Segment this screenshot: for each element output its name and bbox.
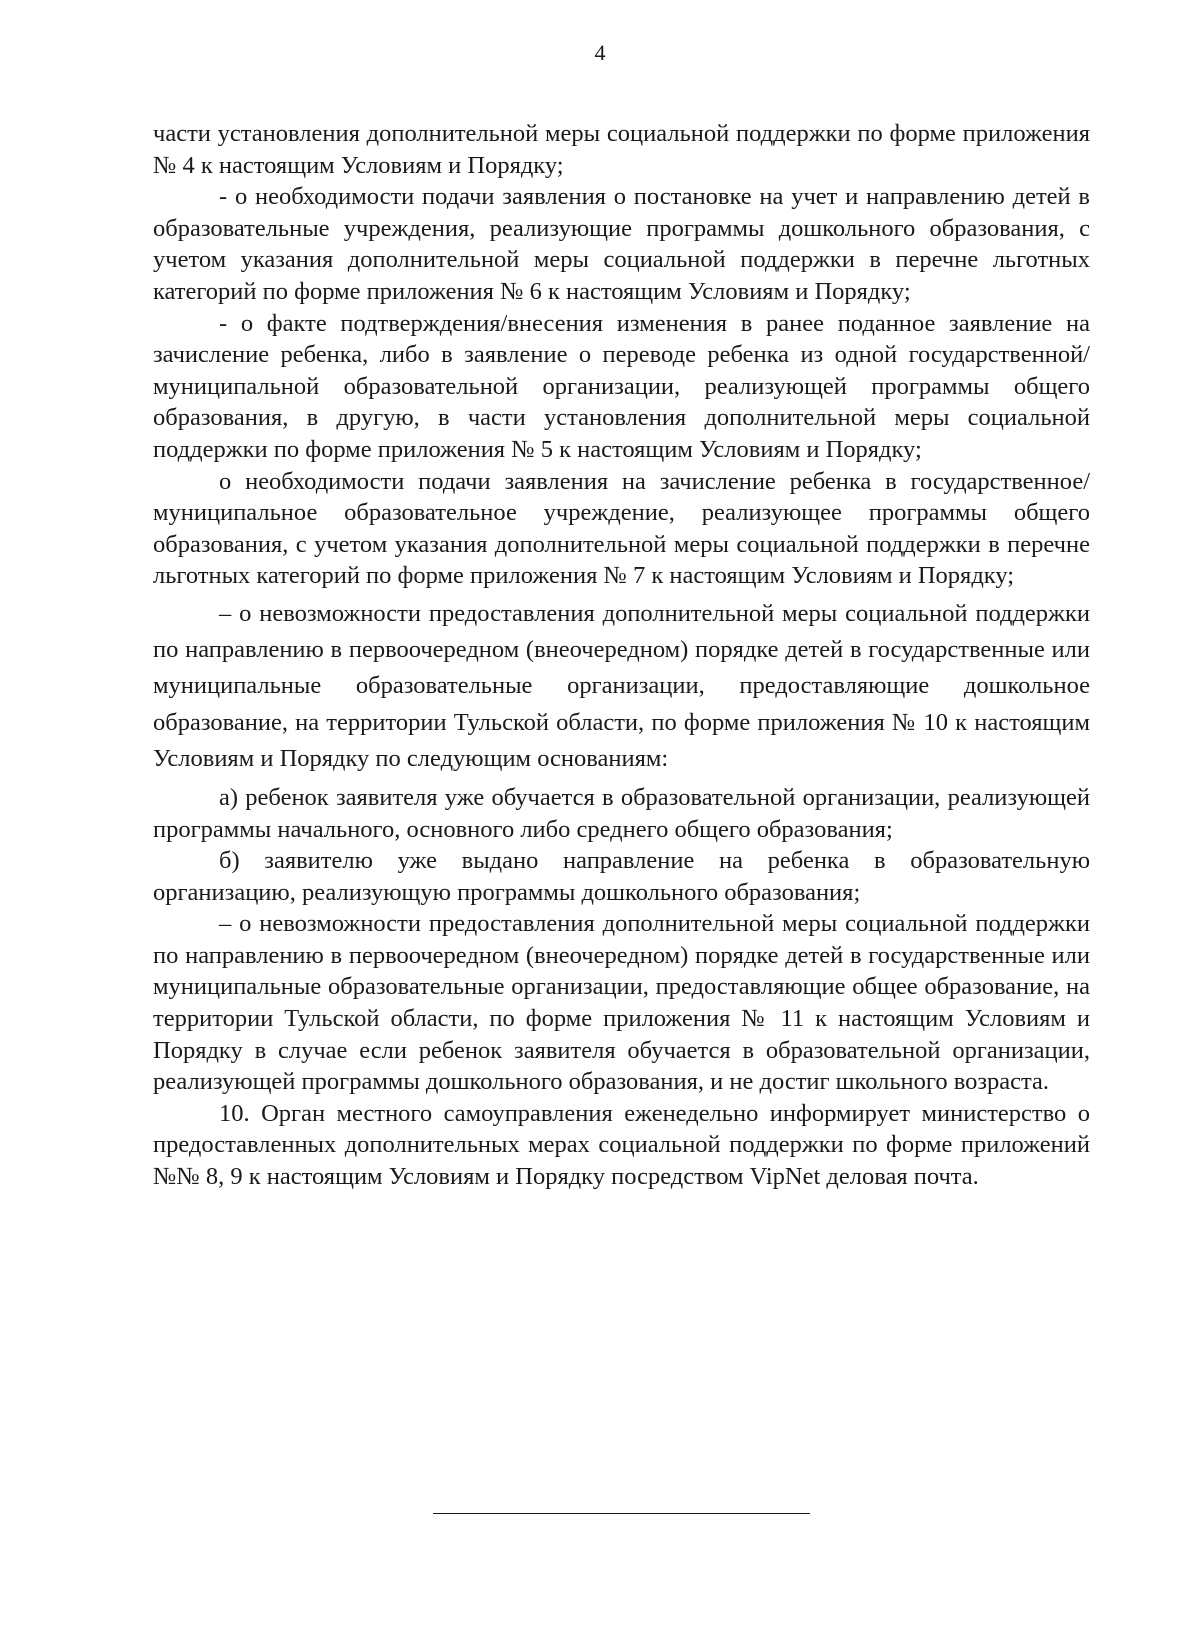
paragraph-continuation: части установления дополнительной меры социальной поддержки по форме приложения № 4 к настоящим Условиям и Порядку; <box>153 120 1090 179</box>
paragraph-preschool-registration-notice: - о необходимости подачи заявления о постановке на учет и направлению детей в образовательные учреждения, реализующие программы дошкольного образования, с учетом указания дополнительной меры социальной поддержки в перечне льготных категорий по форме приложения № 6 к настоящим Условиям и Порядку; <box>153 183 1090 305</box>
paragraph-school-enrollment-notice: о необходимости подачи заявления на зачисление ребенка в государственное/муниципальное образовательное учреждение, реализующее программы общего образования, с учетом указания дополнительной меры социальной поддержки в перечне льготных категорий по форме приложения № 7 к настоящим Условиям и Порядку; <box>153 467 1090 590</box>
paragraph-preschool-impossibility-notice: – о невозможности предоставления дополнительной меры социальной поддержки по направлению в первоочередном (внеочередном) порядке детей в государственные или муниципальные образовательные организации, предоставляющие дошкольное образование, на территории Тульской области, по форме приложения № 10 к настоящим Условиям и Порядку по следующим основаниям: <box>153 599 1090 772</box>
document-body <box>153 118 1090 1193</box>
paragraph-confirmation-notice: - о факте подтверждения/внесения изменения в ранее поданное заявление на зачисление ребенка, либо в заявление о переводе ребенка из одной государственной/муниципальной образовательной организации, реализующей программы общего образования, в другую, в части установления дополнительной меры социальной поддержки по форме приложения № 5 к настоящим Условиям и Порядку; <box>153 309 1090 463</box>
paragraph-general-impossibility-notice: – о невозможности предоставления дополнительной меры социальной поддержки по направлению в первоочередном (внеочередном) порядке детей в государственные или муниципальные образовательные организации, предоставляющие общее образование, на территории Тульской области, по форме приложения № 11 к настоящим Условиям и Порядку в случае если ребенок заявителя обучается в образовательной организации, реализующей программы дошкольного образования, и не достиг школьного возраста. <box>153 910 1090 1096</box>
paragraph-clause-10: 10. Орган местного самоуправления еженедельно информирует министерство о предоставленных дополнительных мерах социальной поддержки по форме приложений №№ 8, 9 к настоящим Условиям и Порядку посредством VipNet деловая почта. <box>153 1099 1090 1191</box>
end-of-document-rule <box>433 1513 810 1514</box>
paragraph-ground-a: а) ребенок заявителя уже обучается в образовательной организации, реализующей программы начального, основного либо среднего общего образования; <box>153 783 1090 843</box>
paragraph-ground-b: б) заявителю уже выдано направление на ребенка в образовательную организацию, реализующую программы дошкольного образования; <box>153 847 1090 906</box>
page-number: 4 <box>594 40 606 65</box>
